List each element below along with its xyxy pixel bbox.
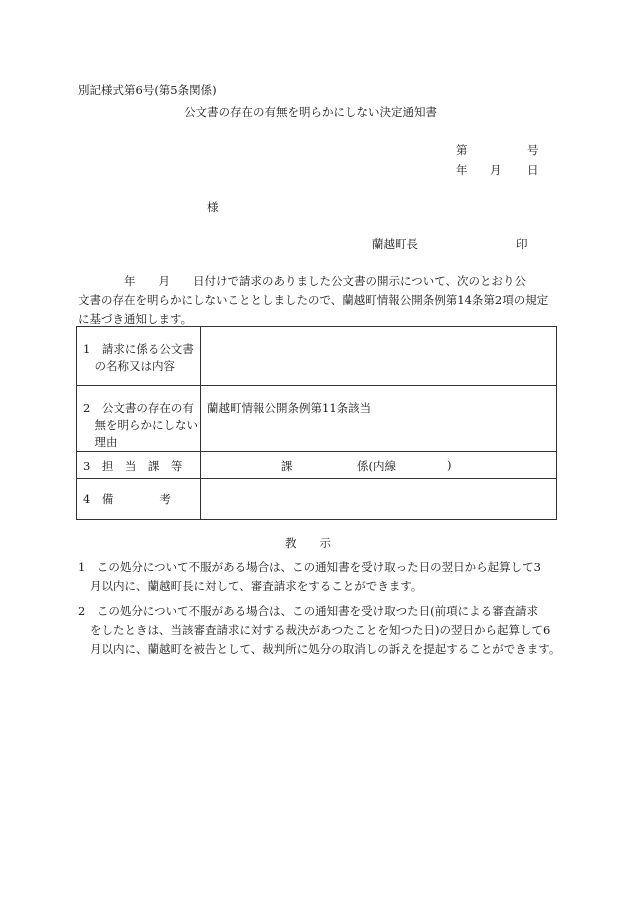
body-paragraph bbox=[78, 272, 553, 329]
notice-line: 月以内に、蘭越町長に対して、審査請求をすることができます。 bbox=[90, 579, 423, 593]
row1-label-line: 1 請求に係る公文書 bbox=[83, 342, 194, 356]
body-line: 文書の存在を明らかにしないこととしましたので、蘭越町情報公開条例第14条第2項の規定 bbox=[78, 293, 549, 307]
seal-mark: 印 bbox=[516, 237, 528, 251]
row2-value-cell bbox=[201, 386, 557, 452]
notice-heading: 教 示 bbox=[285, 536, 331, 550]
date-day: 日 bbox=[527, 163, 539, 177]
row1-value-cell bbox=[201, 327, 557, 386]
form-number: 別記様式第6号(第5条関係) bbox=[78, 83, 217, 97]
date-year: 年 bbox=[456, 163, 468, 177]
table-row bbox=[77, 452, 557, 479]
row4-label-cell bbox=[77, 479, 201, 520]
row2-label-line: 理由 bbox=[83, 435, 118, 449]
row3-label: 3 担 当 課 等 bbox=[83, 459, 183, 473]
notice-line: 2 この処分について不服がある場合は、この通知書を受け取つた日(前項による審査請求 bbox=[78, 604, 539, 618]
table-row bbox=[77, 386, 557, 452]
document-title: 公文書の存在の有無を明らかにしない決定通知書 bbox=[184, 105, 437, 119]
table-row bbox=[77, 479, 557, 520]
row2-value: 蘭越町情報公開条例第11条該当 bbox=[207, 401, 372, 415]
row1-label-cell bbox=[77, 327, 201, 386]
notice-line: 月以内に、蘭越町を被告として、裁判所に処分の取消しの訴えを提起することができます。 bbox=[90, 642, 561, 656]
addressee-honorific: 様 bbox=[207, 200, 219, 214]
table-row bbox=[77, 327, 557, 386]
body-line: に基づき通知します。 bbox=[78, 312, 193, 326]
notice-line: 1 この処分について不服がある場合は、この通知書を受け取った日の翌日から起算して3 bbox=[78, 560, 541, 574]
sender-name: 蘭越町長 bbox=[372, 237, 418, 251]
date-month: 月 bbox=[490, 163, 502, 177]
row2-label-line: 2 公文書の存在の有 bbox=[83, 401, 194, 415]
row3-label-cell bbox=[77, 452, 201, 479]
row1-value bbox=[201, 327, 556, 341]
extension-label: 係(内線 bbox=[357, 459, 396, 473]
notice-line: をしたときは、当該審査請求に対する裁決があつたことを知つた日)の翌日から起算して6 bbox=[90, 623, 551, 637]
row2-label-cell bbox=[77, 386, 201, 452]
body-line: 年 月 日付けで請求のありました公文書の開示について、次のとおり公 bbox=[78, 274, 527, 288]
row4-value bbox=[201, 479, 556, 493]
info-table bbox=[76, 326, 557, 520]
notice-item-1 bbox=[78, 558, 553, 596]
row4-label: 4 備 考 bbox=[83, 492, 171, 506]
section-label: 課 bbox=[281, 459, 293, 473]
row2-label-line: 無を明らかにしない bbox=[83, 418, 198, 432]
notice-item-2 bbox=[78, 602, 561, 659]
extension-close: ) bbox=[447, 458, 452, 472]
row3-value-cell bbox=[201, 452, 557, 479]
row1-label-line: の名称又は内容 bbox=[83, 359, 175, 373]
doc-number-suffix: 号 bbox=[527, 143, 539, 157]
doc-number-prefix: 第 bbox=[456, 143, 468, 157]
row4-value-cell bbox=[201, 479, 557, 520]
